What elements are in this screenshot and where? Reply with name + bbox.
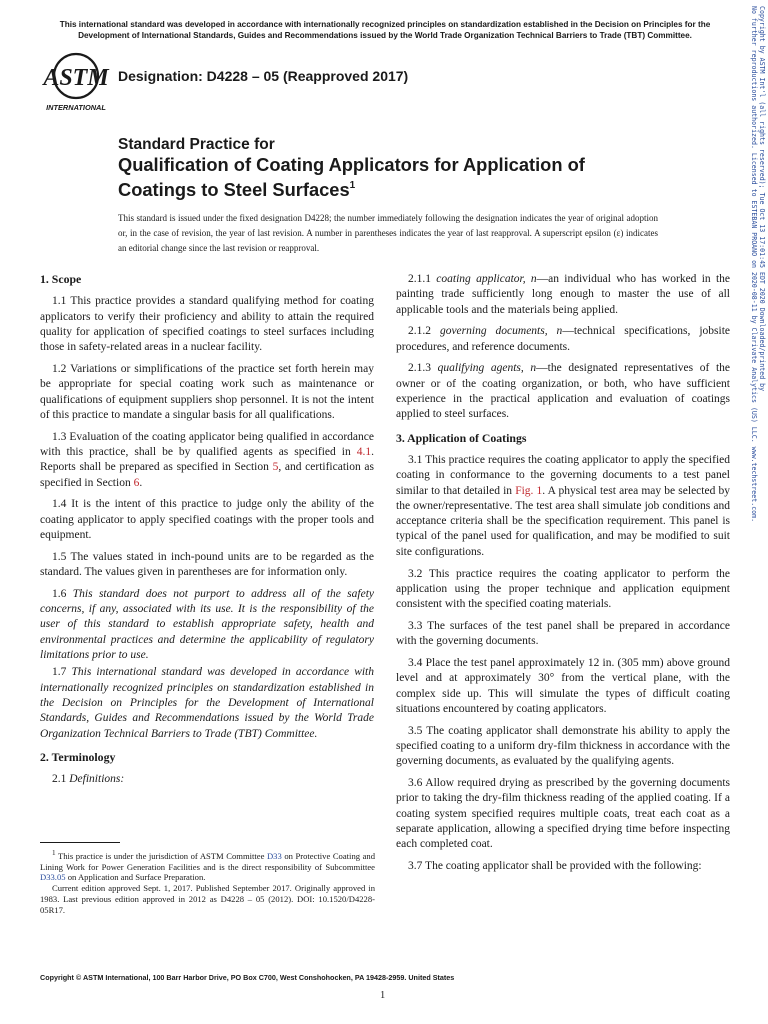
link-section-4-1[interactable]: 4.1 [356,445,372,458]
paragraph-1-6-text: This standard does not purport to address all of the safety concerns, if any, associated with its use. It is the responsibility of the user of this standard to establish appropriate safety, health and environmental practices and determine the applicability of regulatory limitations prior to use. [40,587,375,662]
paragraph-3-7: 3.7 The coating applicator shall be provided with the following: [408,860,702,873]
footnote-text-a: This practice is under the jurisdiction of ASTM Committee [55,850,267,861]
link-subcommittee-d33-05[interactable]: D33.05 [40,872,66,883]
footnote-edition: Current edition approved Sept. 1, 2017. Published September 2017. Originally approved in 1983. Last previous edition approved in 2012 as D4228 – 05 (2012). DOI: 10.1520/D4228-05R17. [40,883,375,915]
title-line-2: Qualification of Coating Applicators for Application of Coatings to Steel Surfaces [118,154,585,200]
section-heading-application: 3. Application of Coatings [396,430,527,445]
copyright-line: Copyright © ASTM International, 100 Barr Harbor Drive, PO Box C700, West Conshohocken, PA 19428-2959. United States [40,973,455,982]
term-governing-documents: governing documents, n [439,325,563,338]
link-section-6[interactable]: 6 [133,476,140,489]
footnote [40,848,375,916]
paragraph-3-2: 3.2 This practice requires the coating applicator to perform the application using the proper technique and application equipment consistent with the specified coating materials. [396,567,730,611]
license-stamp-line-2: No further reproductions authorized. Licensed to ESTEBAN PROANO on 2020-08-11 by Clarivate Analytics (US) LLC. www.techstreet.com. [749,6,758,523]
page-number: 1 [380,990,386,1001]
paragraph-1-3-text-c: , and certification as specified in Section [40,461,374,489]
paragraph-1-6-number: 1.6 [52,587,73,600]
paragraph-2-1-3-text: —the designated representatives of the owner or of the coating organization, or both, who have sufficient experience in the practical application and evaluation of coatings applied to steel surfaces. [396,362,730,421]
footnote-text-b: on Protective Coating and Lining Work for Power Generation Facilities and is the direct responsibility of Subcommittee [40,850,375,872]
title-footnote-mark: 1 [349,180,356,191]
paragraph-1-7-number: 1.7 [52,666,72,679]
footnote-jurisdiction [40,848,375,883]
paragraph-2-1-3-number: 2.1.3 [408,362,438,375]
license-stamp [740,6,766,523]
paragraph-3-1 [396,453,730,560]
paragraph-1-4: 1.4 It is the intent of this practice to judge only the ability of the coating applicator to apply specified coatings with the proper tools and equipment. [40,498,374,541]
right-column [396,272,730,881]
document-title [118,154,658,200]
title-line-1: Standard Practice for [118,136,275,153]
paragraph-3-1-text-a: 3.1 This practice requires the coating applicator to apply the specified coating in conformance to the governing documents to a test panel similar to that detailed in [396,453,730,497]
astm-logo-icon [40,52,112,114]
paragraph-1-3-text-a: 1.3 Evaluation of the coating applicator being qualified in accordance with this practice, shall be by qualified agents as specified in [40,430,374,458]
paragraph-1-7 [40,665,374,741]
footnote-divider [40,842,120,843]
term-coating-applicator: coating applicator, n [436,273,537,285]
paragraph-2-1-text: Definitions: [69,773,125,786]
paragraph-1-6 [40,587,374,663]
link-figure-1[interactable]: Fig. 1 [515,484,543,497]
paragraph-1-3-text-b: . Reports shall be prepared as specified in Section [40,445,374,474]
paragraph-1-7-text: This international standard was developed in accordance with internationally recognized principles on standardization established in the Decision on Principles for the Development of International Standards, Guides and Recommendations issued by the World Trade Organization Technical Barriers to Trade (TBT) Committee. [40,666,375,740]
paragraph-2-1-number: 2.1 [52,773,70,786]
term-qualifying-agents: qualifying agents, n [437,362,537,375]
left-column [40,272,374,794]
license-stamp-line-1: Copyright by ASTM Int'l (all rights reserved); Tue Oct 13 17:01:45 EDT 2020 Downloaded/printed by [758,6,766,392]
paragraph-3-3: 3.3 The surfaces of the test panel shall be prepared in accordance with the governing documents. [396,619,730,648]
paragraph-3-1-text-b: . A physical test area may be selected by the owner/representative. The test area shall simulate job conditions and acceptance criteria shall be the specification requirement. This panel is typical of the panel used for qualification, and may be modified to suit site configurations. [396,484,730,558]
svg-text:ASTM: ASTM [43,65,109,91]
paragraph-1-3 [40,430,374,491]
logo-wordmark: INTERNATIONAL [46,103,106,112]
paragraph-2-1-2-text: —technical specifications, jobsite procedures, and reference documents. [396,325,730,353]
paragraph-1-2: 1.2 Variations or simplifications of the practice set forth herein may be appropriate for special coating work such as maintenance or qualifications of equipment suppliers shop personnel. It is not the intent of this practice to mandate a singular basis for all qualifications. [40,362,374,421]
paragraph-3-5: 3.5 The coating applicator shall demonstrate his ability to apply the specified coating to a uniform dry-film thickness in accordance with the governing documents, as evaluated by the qualifying agents. [396,724,730,768]
wto-notice: This international standard was developed in accordance with internationally recognized principles on standardization established in the Decision on Principles for the Development of International Standards, Guides and Recommendations issued by the World Trade Organization Technical Barriers to Trade (TBT) Committee. [59,20,711,40]
paragraph-2-1-2 [396,324,730,355]
footnote-mark: 1 [52,849,56,857]
paragraph-3-4: 3.4 Place the test panel approximately 12 in. (305 mm) above ground level and at approximately 30° from the vertical plane, with the complex side up. This will simulate the types of difficult coating situations encountered by coating applicators. [396,657,730,715]
link-section-5[interactable]: 5 [272,461,279,474]
paragraph-2-1-1-number: 2.1.1 [408,273,437,285]
paragraph-1-1: 1.1 This practice provides a standard qualifying method for coating applicators to verify their proficiency and ability to attain the required quality for application of specified coatings to steel surfaces including those in safety-related areas in a nuclear facility. [40,295,374,354]
section-heading-terminology: 2. Terminology [40,749,116,764]
paragraph-2-1-2-number: 2.1.2 [408,325,440,338]
section-heading-scope: 1. Scope [40,272,82,286]
footnote-text-c: on Application and Surface Preparation. [65,872,206,883]
issued-note: This standard is issued under the fixed designation D4228; the number immediately following the designation indicates the year of original adoption or, in the case of revision, the year of last revision. A number in parentheses indicates the year of last reapproval. A superscript epsilon (ε) indicates an editorial change since the last revision or reapproval. [118,213,658,253]
paragraph-2-1 [40,772,374,787]
link-committee-d33[interactable]: D33 [266,850,282,861]
paragraph-2-1-1 [396,272,730,318]
paragraph-1-5: 1.5 The values stated in inch-pound units are to be regarded as the standard. The values given in parentheses are for information only. [40,550,374,579]
paragraph-2-1-3 [396,361,730,422]
paragraph-2-1-1-text: —an individual who has worked in the painting trade sufficiently long enough to master the use of all applicable tools and the materials being applied. [396,273,730,316]
designation: Designation: D4228 – 05 (Reapproved 2017) [118,68,409,84]
paragraph-1-3-text-d: . [139,476,143,489]
paragraph-3-6: 3.6 Allow required drying as prescribed by the governing documents prior to taking the dry-film thickness reading of the applied coating. If a coating system specified requires multiple coats, treat each coat as a separate application, allowing a specified drying time before inspecting each completed coat. [396,777,730,851]
